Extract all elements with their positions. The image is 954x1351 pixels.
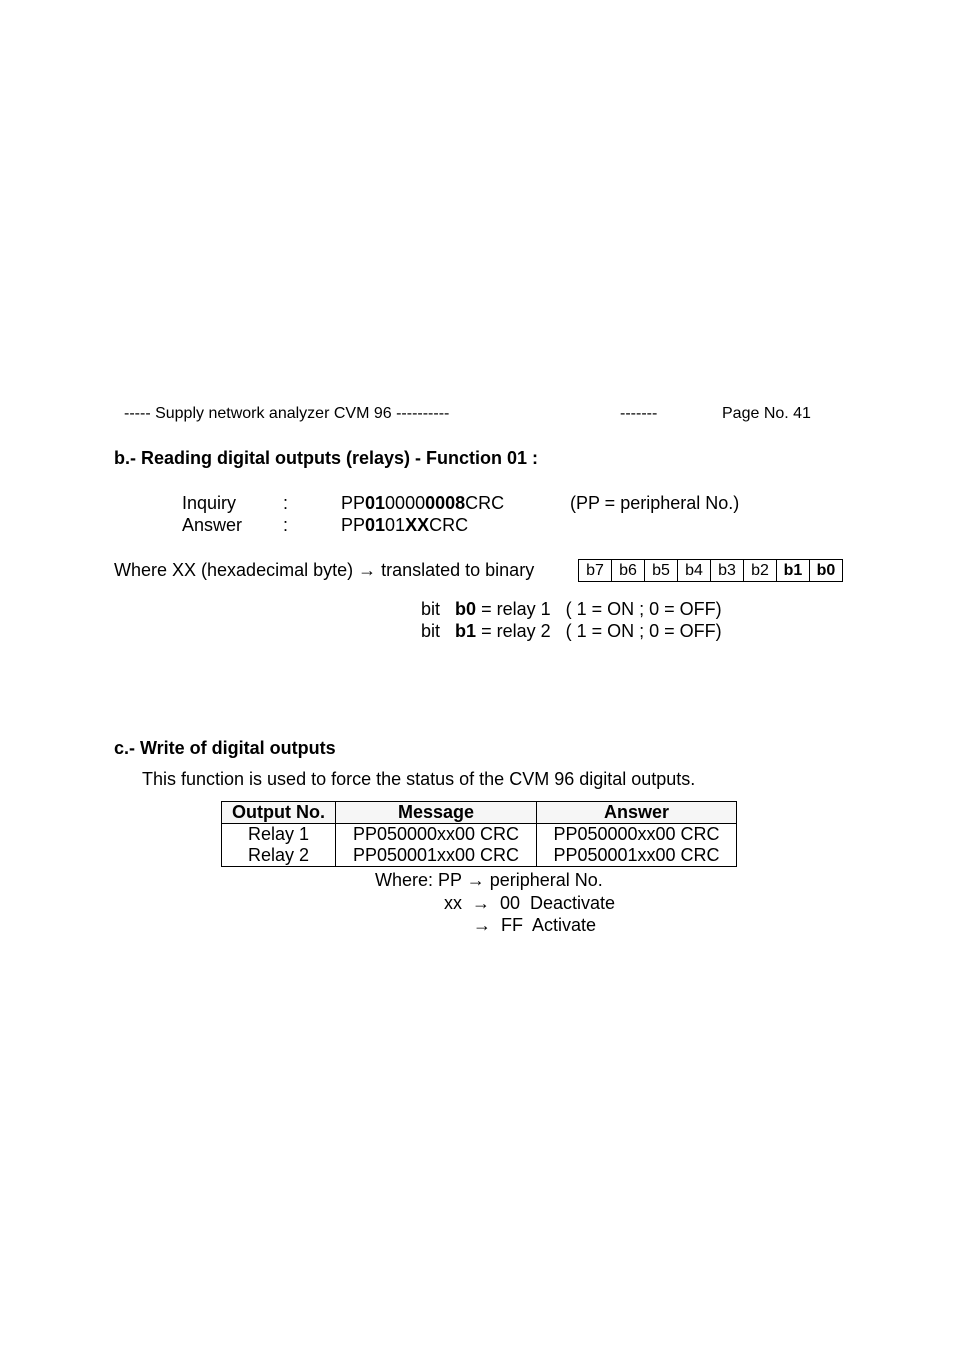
table-header-row xyxy=(222,802,737,824)
column-header-answer: Answer xyxy=(537,802,737,824)
where-pp-note: Where: PP → peripheral No. xyxy=(375,870,603,890)
section-b-title: b.- Reading digital outputs (relays) - Function 01 : xyxy=(114,448,539,468)
inquiry-label: Inquiry xyxy=(182,493,237,513)
column-header-output: Output No. xyxy=(222,802,336,824)
header-separator: ------- xyxy=(620,405,658,422)
where-xx-text: Where XX (hexadecimal byte) → translated to binary xyxy=(114,560,535,580)
inquiry-note: (PP = peripheral No.) xyxy=(570,493,740,513)
bit-line-b1: bit b1 = relay 2 ( 1 = ON ; 0 = OFF) xyxy=(421,621,722,641)
page-number: Page No. 41 xyxy=(722,405,811,422)
inquiry-colon: : xyxy=(283,493,289,513)
cell-message: PP050000xx00 CRC xyxy=(336,824,537,846)
bit-cell: b5 xyxy=(645,560,678,582)
cell-answer: PP050000xx00 CRC xyxy=(537,824,737,846)
table-row xyxy=(222,824,737,846)
ff-activate-note: → FF Activate xyxy=(473,915,597,935)
table-row xyxy=(222,845,737,867)
column-header-message: Message xyxy=(336,802,537,824)
answer-message: PP0101XXCRC xyxy=(341,515,469,535)
section-c-description: This function is used to force the status of the CVM 96 digital outputs. xyxy=(142,769,696,789)
output-table xyxy=(221,801,737,867)
bit-cell: b2 xyxy=(744,560,777,582)
cell-message: PP050001xx00 CRC xyxy=(336,845,537,867)
bit-table xyxy=(578,559,843,582)
answer-label: Answer xyxy=(182,515,243,535)
cell-output: Relay 2 xyxy=(222,845,336,867)
cell-output: Relay 1 xyxy=(222,824,336,846)
bit-cell: b7 xyxy=(579,560,612,582)
cell-answer: PP050001xx00 CRC xyxy=(537,845,737,867)
bit-cell: b3 xyxy=(711,560,744,582)
header-title: ----- Supply network analyzer CVM 96 ---------- xyxy=(124,405,450,422)
section-c-title: c.- Write of digital outputs xyxy=(114,738,336,758)
bit-cell-b1: b1 xyxy=(777,560,810,582)
inquiry-message: PP0100000008CRC xyxy=(341,493,505,513)
bit-cell-b0: b0 xyxy=(810,560,843,582)
answer-colon: : xyxy=(283,515,289,535)
bit-cell: b6 xyxy=(612,560,645,582)
bit-cell: b4 xyxy=(678,560,711,582)
bit-line-b0: bit b0 = relay 1 ( 1 = ON ; 0 = OFF) xyxy=(421,599,722,619)
xx-deactivate-note: xx → 00 Deactivate xyxy=(444,893,616,913)
